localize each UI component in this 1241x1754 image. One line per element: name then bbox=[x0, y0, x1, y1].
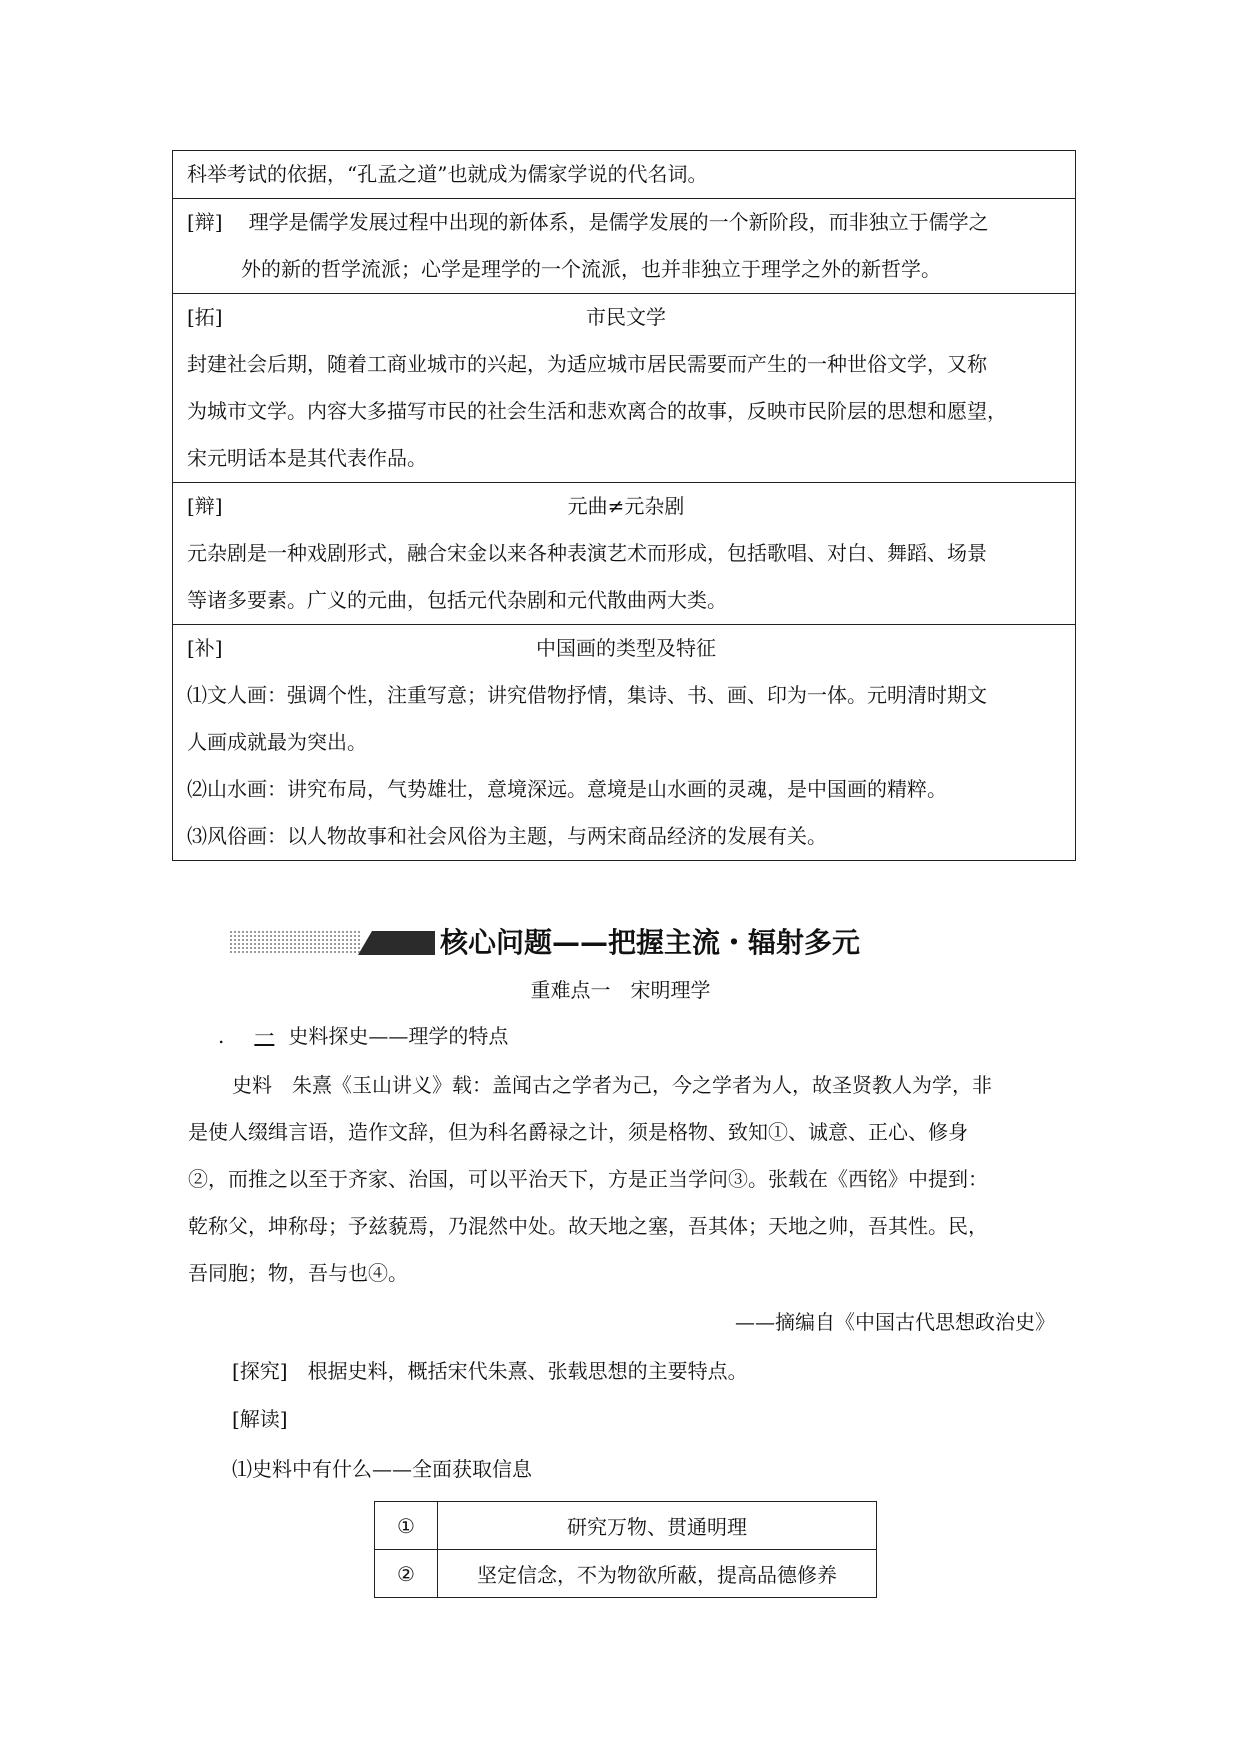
continuation-text: 科举考试的依据，“孔孟之道”也就成为儒家学说的代名词。 bbox=[187, 162, 708, 186]
row-text: ⑴文人画：强调个性，注重写意；讲究借物抒情，集诗、书、画、印为一体。元明清时期文 bbox=[187, 683, 987, 707]
row-text: 等诸多要素。广义的元曲，包括元代杂剧和元代散曲两大类。 bbox=[187, 588, 727, 612]
passage-source: ——摘编自《中国古代思想政治史》 bbox=[735, 1310, 1055, 1334]
table-cell-number: ① bbox=[375, 1502, 438, 1550]
table-row bbox=[375, 1550, 877, 1598]
notes-row-civic-literature bbox=[173, 294, 1075, 483]
row-text: 元杂剧是一种戏剧形式，融合宋金以来各种表演艺术而形成，包括歌唱、对白、舞蹈、场景 bbox=[187, 541, 987, 565]
notes-row-chinese-painting bbox=[173, 625, 1075, 860]
row-title: 市民文学 bbox=[586, 305, 666, 329]
info-table bbox=[374, 1501, 877, 1598]
row-title: 中国画的类型及特征 bbox=[536, 636, 716, 660]
section-header-title: 核心问题——把握主流・辐射多元 bbox=[440, 926, 861, 959]
notes-row-continuation bbox=[173, 151, 1075, 199]
row-text: 宋元明话本是其代表作品。 bbox=[187, 446, 427, 470]
table-cell-number: ② bbox=[375, 1550, 438, 1598]
passage-line: ②，而推之以至于齐家、治国，可以平治天下，方是正当学问③。张载在《西铭》中提到： bbox=[188, 1167, 988, 1191]
row-title: 元曲≠元杂剧 bbox=[567, 494, 685, 518]
row-text: ⑵山水画：讲究布局，气势雄壮，意境深远。意境是山水画的灵魂，是中国画的精粹。 bbox=[187, 777, 947, 801]
passage-line: 乾称父，坤称母；予兹藐焉，乃混然中处。故天地之塞，吾其体；天地之帅，吾其性。民， bbox=[188, 1214, 988, 1238]
table-row bbox=[375, 1502, 877, 1550]
row-text: 为城市文学。内容大多描写市民的社会生活和悲欢离合的故事，反映市民阶层的思想和愿望， bbox=[187, 399, 1007, 423]
interpretation-label: [解读] bbox=[232, 1407, 288, 1431]
notes-row-bian-1 bbox=[173, 199, 1075, 294]
row-text: 理学是儒学发展过程中出现的新体系，是儒学发展的一个新阶段，而非独立于儒学之 bbox=[248, 210, 989, 234]
passage-line: 是使人缀缉言语，造作文辞，但为科名爵禄之计，须是格物、致知①、诚意、正心、修身 bbox=[188, 1120, 968, 1144]
tag-label: [辩] bbox=[187, 494, 223, 518]
row-text: 封建社会后期，随着工商业城市的兴起，为适应城市居民需要而产生的一种世俗文学，又称 bbox=[187, 352, 987, 376]
item-heading bbox=[218, 1013, 508, 1060]
row-text: 外的新的哲学流派；心学是理学的一个流派，也并非独立于理学之外的新哲学。 bbox=[241, 257, 941, 281]
row-text: ⑶风俗画：以人物故事和社会风俗为主题，与两宋商品经济的发展有关。 bbox=[187, 824, 827, 848]
step-heading: ⑴史料中有什么——全面获取信息 bbox=[232, 1457, 532, 1481]
table-cell-text: 研究万物、贯通明理 bbox=[438, 1502, 877, 1550]
table-cell-text: 坚定信念，不为物欲所蔽，提高品德修养 bbox=[438, 1550, 877, 1598]
passage-line: 吾同胞；物，吾与也④。 bbox=[188, 1261, 408, 1285]
tag-label: [拓] bbox=[187, 305, 223, 329]
item-dot: . bbox=[218, 1024, 225, 1048]
passage-line: 史料 朱熹《玉山讲义》载：盖闻古之学者为己，今之学者为人，故圣贤教人为学，非 bbox=[232, 1073, 992, 1097]
notes-box bbox=[172, 150, 1076, 861]
item-number: 一 bbox=[254, 1024, 275, 1048]
tag-label: [辩] bbox=[187, 210, 223, 234]
row-text: 人画成就最为突出。 bbox=[187, 730, 367, 754]
section-header bbox=[230, 918, 930, 968]
header-decoration-icon bbox=[230, 927, 435, 959]
inquiry-prompt: [探究] 根据史料，概括宋代朱熹、张载思想的主要特点。 bbox=[232, 1359, 748, 1383]
subheading: 重难点一 宋明理学 bbox=[530, 978, 711, 1002]
item-heading-text: 史料探史——理学的特点 bbox=[288, 1024, 509, 1048]
tag-label: [补] bbox=[187, 636, 223, 660]
notes-row-yuanqu bbox=[173, 483, 1075, 625]
